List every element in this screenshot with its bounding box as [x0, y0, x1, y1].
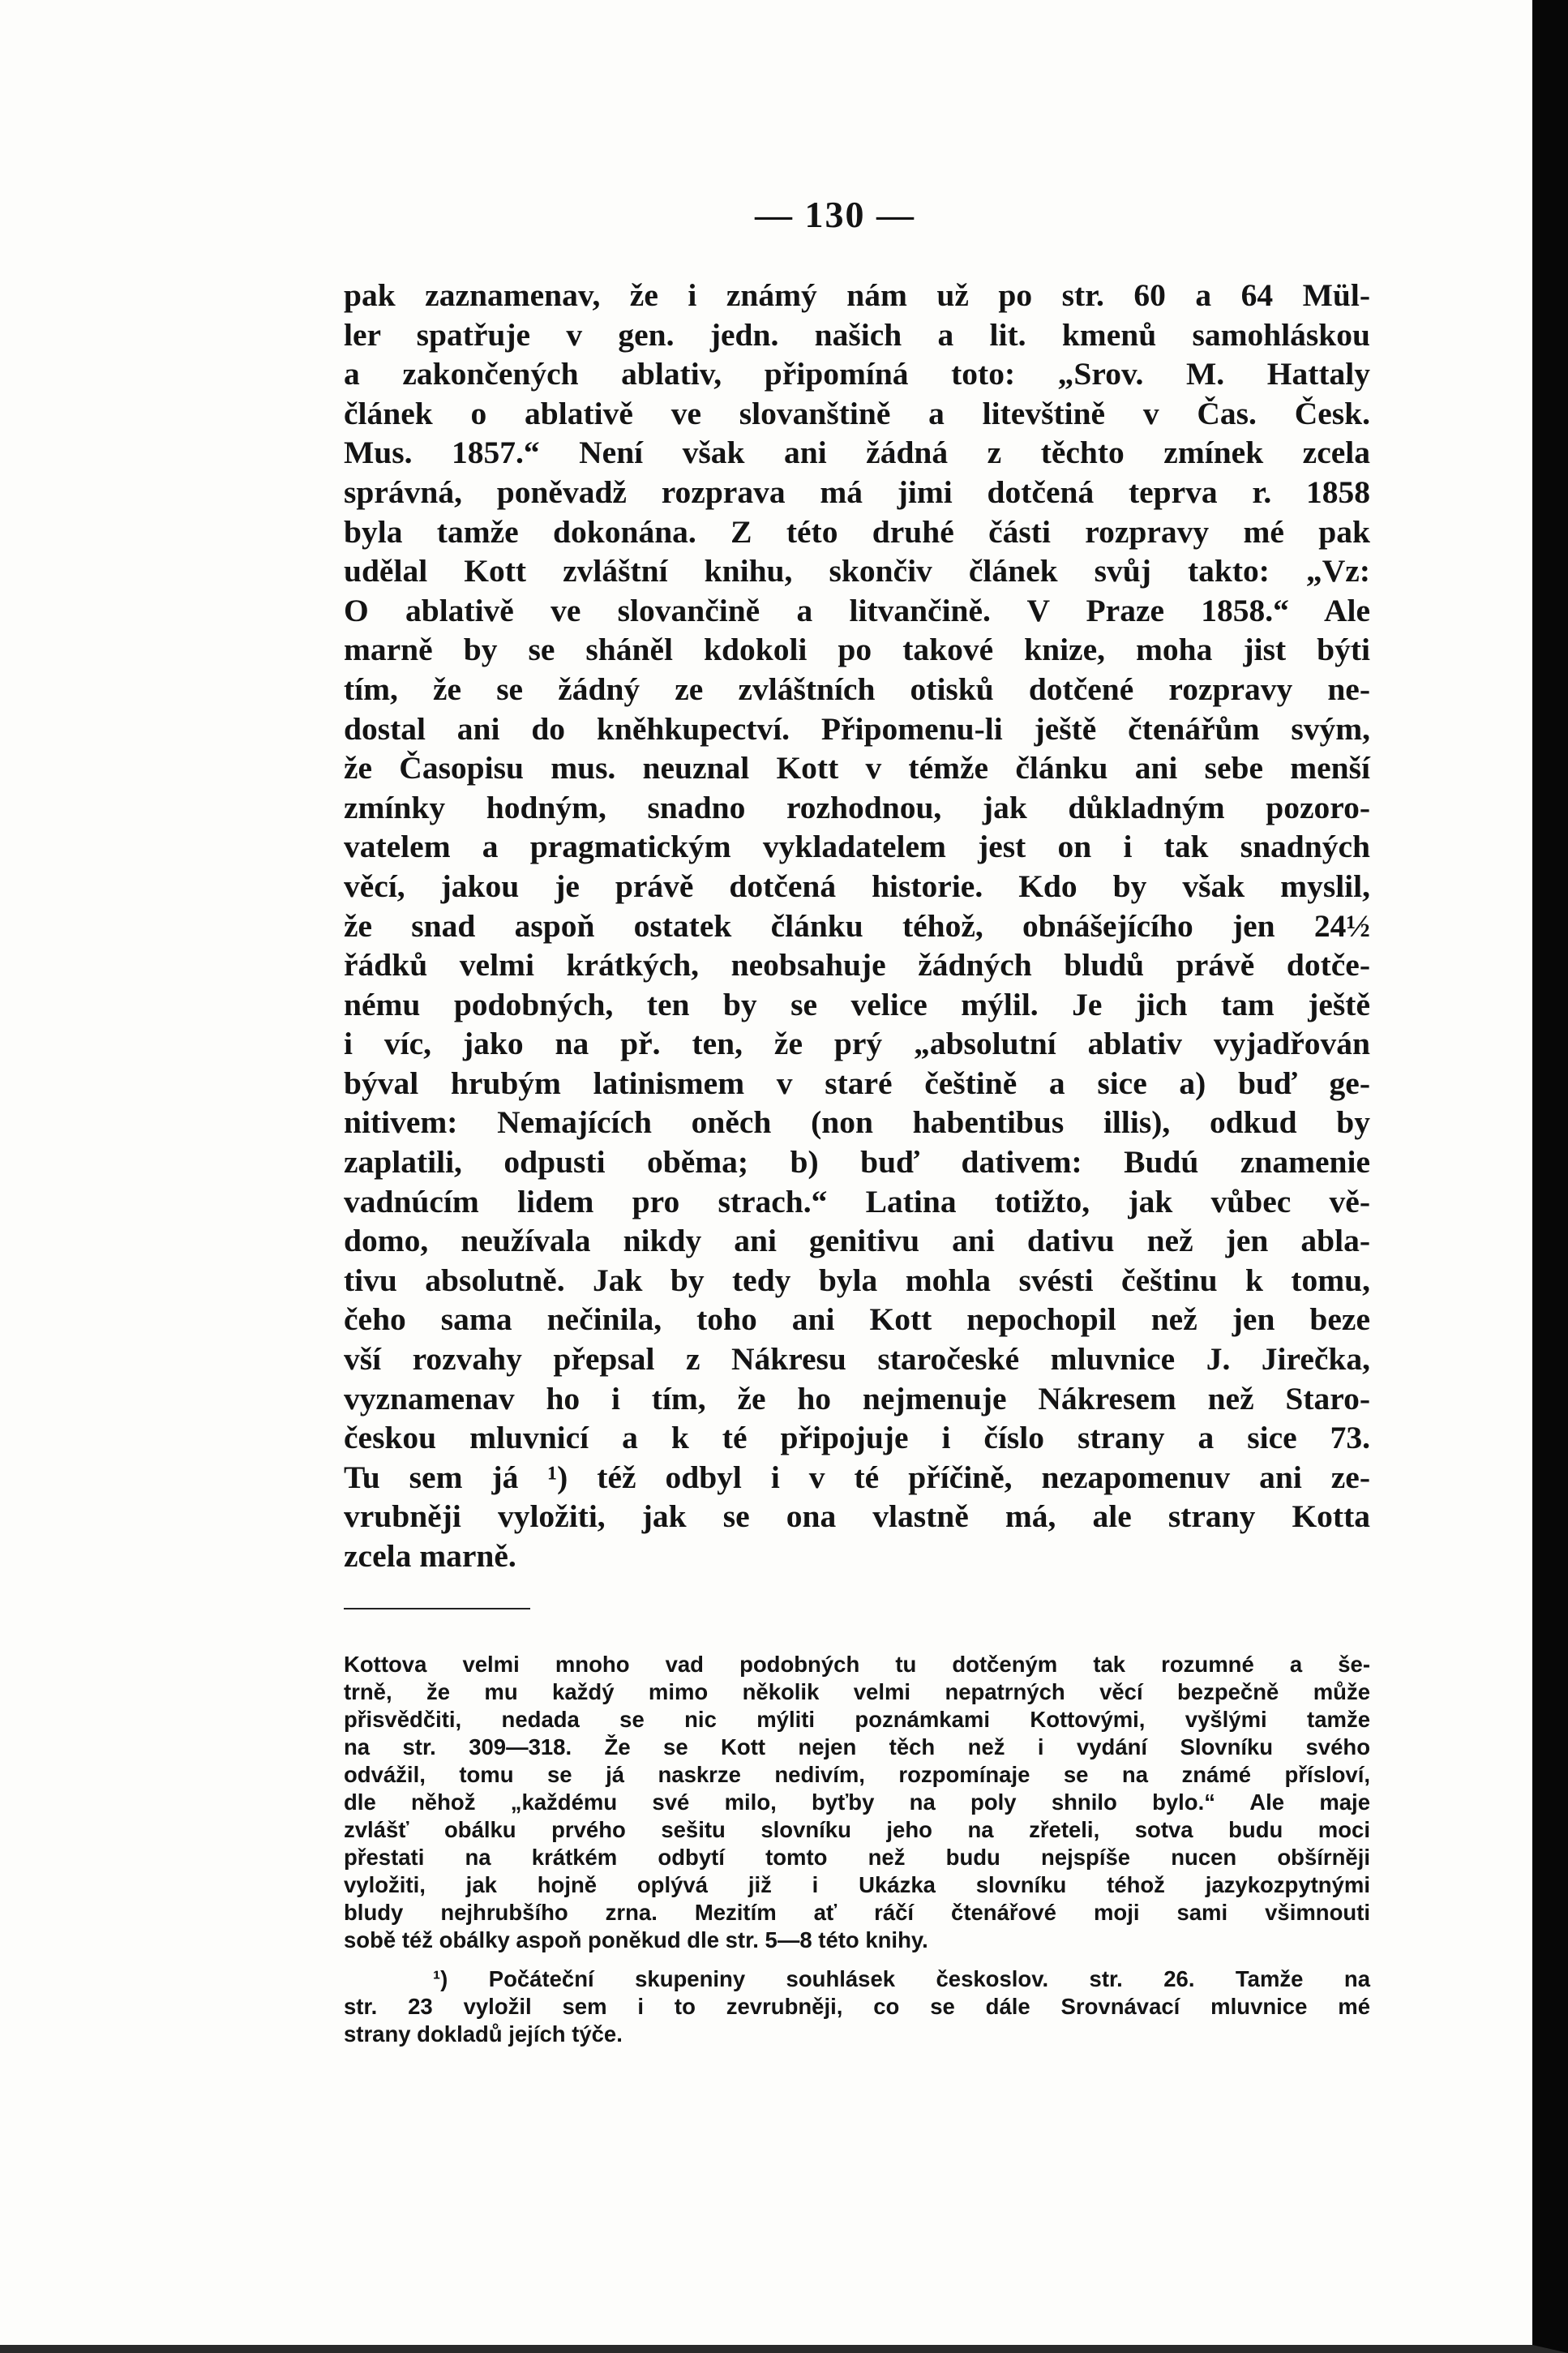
footnotes-block	[344, 1651, 1370, 2048]
footnote-line: sobě též obálky aspoň poněkud dle str. 5—8 této knihy.	[344, 1927, 928, 1952]
body-text-line: zmínky hodným, snadno rozhodnou, jak důkladným pozoro-	[344, 789, 1370, 825]
body-text-line: řádků velmi krátkých, neobsahuje žádných bludů právě dotče-	[344, 947, 1370, 984]
footnote-line: odvážil, tomu se já naskrze nedivím, rozpomínaje se na známé přísloví,	[344, 1762, 1370, 1787]
body-text-line: věcí, jakou je právě dotčená historie. Kdo by však myslil,	[344, 868, 1370, 904]
body-text-line: pak zaznamenav, že i známý nám už po str. 60 a 64 Mül-	[344, 277, 1370, 313]
footnote-1	[344, 1965, 1370, 2048]
body-text-line: tím, že se žádný ze zvláštních otisků dotčené rozpravy ne-	[344, 671, 1370, 707]
body-text-line: že snad aspoň ostatek článku téhož, obnášejícího jen 24½	[344, 907, 1370, 944]
footnote-gap	[344, 1954, 1370, 1965]
body-text-line: Tu sem já ¹) též odbyl i v té příčině, nezapomenuv ani ze-	[344, 1459, 1370, 1495]
body-text-line: zcela marně.	[344, 1538, 516, 1574]
footnote-line: ¹) Počáteční skupeniny souhlásek českoslov. str. 26. Tamže na	[433, 1966, 1370, 1991]
footnote-line: zvlášť obálku prvého sešitu slovníku jeho na zřeteli, sotva budu moci	[344, 1817, 1370, 1842]
footnote-line: vyložiti, jak hojně oplývá již i Ukázka slovníku téhož jazykozpytnými	[344, 1872, 1370, 1897]
body-text-line: i víc, jako na př. ten, že prý „absolutní ablativ vyjadřován	[344, 1026, 1370, 1062]
body-text-line: domo, neužívala nikdy ani genitivu ani dativu než jen abla-	[344, 1223, 1370, 1259]
footnote-line: dle něhož „každému své milo, byťby na poly shnilo bylo.“ Ale maje	[344, 1789, 1370, 1815]
footnote-line: na str. 309—318. Že se Kott nejen těch než i vydání Slovníku svého	[344, 1734, 1370, 1759]
body-text-line: tivu absolutně. Jak by tedy byla mohla svésti češtinu k tomu,	[344, 1262, 1370, 1298]
body-text-line: vší rozvahy přepsal z Nákresu staročeské mluvnice J. Jirečka,	[344, 1341, 1370, 1378]
body-text-line: vrubněji vyložiti, jak se ona vlastně má, ale strany Kotta	[344, 1498, 1370, 1535]
body-text-line: vyznamenav ho i tím, že ho nejmenuje Nákresem než Staro-	[344, 1380, 1370, 1417]
footnote-line: strany dokladů jejích týče.	[344, 2021, 623, 2047]
body-text-line: článek o ablativě ve slovanštině a litevštině v Čas. Česk.	[344, 395, 1370, 431]
body-text-line: českou mluvnicí a k té připojuje i číslo strany a sice 73.	[344, 1420, 1370, 1456]
body-text-line: ler spatřuje v gen. jedn. našich a lit. kmenů samohláskou	[344, 316, 1370, 353]
body-text-line: zaplatili, odpusti oběma; b) buď dativem: Budú znamenie	[344, 1144, 1370, 1181]
footnote-line: přisvědčiti, nedada se nic mýliti poznámkami Kottovými, vyšlými tamže	[344, 1707, 1370, 1732]
page-number: — 130 —	[755, 194, 915, 235]
body-text-line: vatelem a pragmatickým vykladatelem jest on i tak snadných	[344, 829, 1370, 865]
footnote-separator	[344, 1608, 530, 1609]
body-text-line: Mus. 1857.“ Není však ani žádná z těchto zmínek zcela	[344, 435, 1370, 471]
body-text-line: a zakončených ablativ, připomíná toto: „Srov. M. Hattaly	[344, 356, 1370, 392]
footnote-continued	[344, 1651, 1370, 1954]
body-text-line: čeho sama nečinila, toho ani Kott nepochopil než jen beze	[344, 1301, 1370, 1338]
footnote-line: bludy nejhrubšího zrna. Mezitím ať ráčí čtenářové moji sami všimnouti	[344, 1900, 1370, 1925]
body-text-line: nému podobných, ten by se velice mýlil. Je jich tam ještě	[344, 986, 1370, 1022]
body-text-line: správná, poněvadž rozprava má jimi dotčená teprva r. 1858	[344, 474, 1370, 510]
body-text-line: býval hrubým latinismem v staré češtině a sice a) buď ge-	[344, 1065, 1370, 1101]
body-text-line: marně by se sháněl kdokoli po takové knize, moha jist býti	[344, 632, 1370, 668]
body-text-line: že Časopisu mus. neuznal Kott v témže článku ani sebe menší	[344, 750, 1370, 786]
footnote-line: str. 23 vyložil sem i to zevrubněji, co se dále Srovnávací mluvnice mé	[344, 1994, 1370, 2019]
body-text-line: byla tamže dokonána. Z této druhé části rozpravy mé pak	[344, 513, 1370, 550]
main-text-block	[344, 276, 1370, 1576]
footnote-line: Kottova velmi mnoho vad podobných tu dotčeným tak rozumné a še-	[344, 1652, 1370, 1677]
body-text-line: vadnúcím lidem pro strach.“ Latina totižto, jak vůbec vě-	[344, 1183, 1370, 1219]
body-text-line: dostal ani do kněhkupectví. Připomenu-li ještě čtenářům svým,	[344, 710, 1370, 747]
body-text-line: udělal Kott zvláštní knihu, skončiv článek svůj takto: „Vz:	[344, 553, 1370, 589]
footnote-line: trně, že mu každý mimo několik velmi nepatrných věcí bezpečně může	[344, 1679, 1370, 1704]
body-text-line: O ablativě ve slovančině a litvančině. V Praze 1858.“ Ale	[344, 592, 1370, 628]
footnote-line: přestati na krátkém odbytí tomto než budu nejspíše nucen obšírněji	[344, 1845, 1370, 1870]
body-text-line: nitivem: Nemajících oněch (non habentibus illis), odkud by	[344, 1104, 1370, 1141]
